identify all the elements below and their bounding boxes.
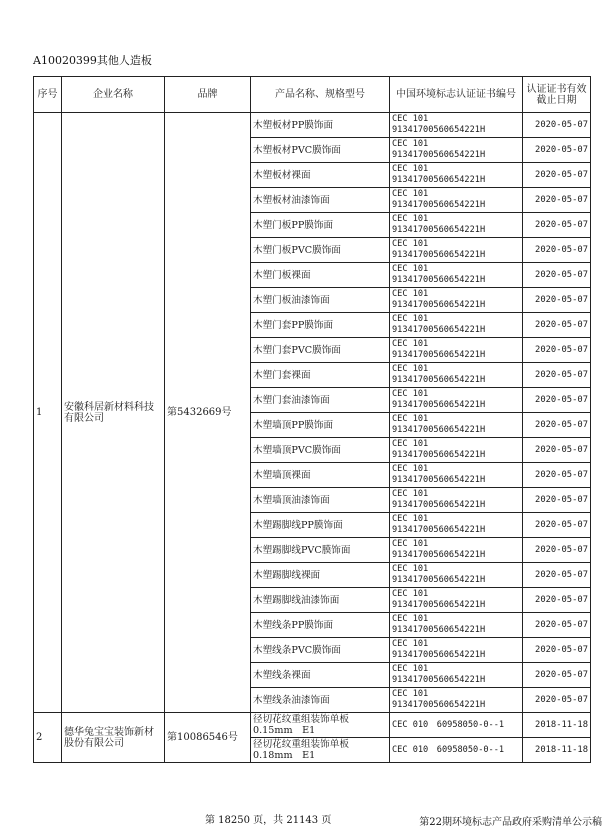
cell-seq: 2	[34, 713, 62, 763]
cell-product-name: 木塑墙顶PVC膜饰面	[251, 438, 390, 463]
cell-cert-no	[390, 138, 523, 163]
cell-cert-no	[390, 263, 523, 288]
cell-cert-no	[390, 713, 523, 738]
cert-line-1: CEC 101	[392, 614, 429, 624]
cell-valid-until: 2020-05-07	[523, 688, 591, 713]
cell-brand: 第10086546号	[165, 713, 251, 763]
cell-valid-until: 2018-11-18	[523, 738, 591, 763]
cert-line-2: 91341700560654221H	[392, 475, 486, 485]
table-body	[34, 113, 591, 763]
cell-cert-no	[390, 388, 523, 413]
cell-cert-no	[390, 188, 523, 213]
cert-line-1: CEC 101	[392, 114, 429, 124]
cell-valid-until: 2020-05-07	[523, 563, 591, 588]
cert-line-1: CEC 101	[392, 664, 429, 674]
cert-line-2: 91341700560654221H	[392, 450, 486, 460]
cell-seq: 1	[34, 113, 62, 713]
cell-brand: 第5432669号	[165, 113, 251, 713]
cell-cert-no	[390, 238, 523, 263]
cell-valid-until: 2020-05-07	[523, 413, 591, 438]
cell-product-name: 径切花纹重组装饰单板 0.15mm E1	[251, 713, 390, 738]
header-brand: 品牌	[165, 77, 251, 113]
cell-valid-until: 2020-05-07	[523, 213, 591, 238]
cell-cert-no	[390, 588, 523, 613]
cell-valid-until: 2020-05-07	[523, 363, 591, 388]
cert-line-1: CEC 101	[392, 339, 429, 349]
cell-cert-no	[390, 438, 523, 463]
cell-valid-until: 2020-05-07	[523, 488, 591, 513]
cell-cert-no	[390, 613, 523, 638]
cell-product-name: 木塑线条PVC膜饰面	[251, 638, 390, 663]
cert-line-2: 91341700560654221H	[392, 625, 486, 635]
footer-page-info: 第 18250 页，共 21143 页	[205, 815, 332, 826]
cell-product-name: 木塑板材PP膜饰面	[251, 113, 390, 138]
header-cert-no: 中国环境标志认证证书编号	[390, 77, 523, 113]
cell-product-name: 木塑板材PVC膜饰面	[251, 138, 390, 163]
cell-product-name: 木塑门套PP膜饰面	[251, 313, 390, 338]
cell-cert-no	[390, 638, 523, 663]
cell-valid-until: 2020-05-07	[523, 388, 591, 413]
cert-line-1: CEC 101	[392, 439, 429, 449]
cell-valid-until: 2020-05-07	[523, 238, 591, 263]
header-valid-until: 认证证书有效截止日期	[523, 77, 591, 113]
cell-product-name: 木塑墙顶油漆饰面	[251, 488, 390, 513]
cell-valid-until: 2020-05-07	[523, 313, 591, 338]
cell-valid-until: 2020-05-07	[523, 338, 591, 363]
cell-product-name: 木塑门套PVC膜饰面	[251, 338, 390, 363]
cert-line-2: 91341700560654221H	[392, 300, 486, 310]
cell-product-name: 木塑墙顶PP膜饰面	[251, 413, 390, 438]
cert-line-2: 91341700560654221H	[392, 500, 486, 510]
cell-product-name: 木塑门板PVC膜饰面	[251, 238, 390, 263]
cert-line-1: CEC 101	[392, 239, 429, 249]
cert-line-2: 91341700560654221H	[392, 150, 486, 160]
cell-valid-until: 2020-05-07	[523, 438, 591, 463]
cell-cert-no	[390, 113, 523, 138]
cell-valid-until: 2020-05-07	[523, 263, 591, 288]
cell-cert-no	[390, 538, 523, 563]
header-product: 产品名称、规格型号	[251, 77, 390, 113]
cert-line-2: 91341700560654221H	[392, 350, 486, 360]
cell-cert-no	[390, 313, 523, 338]
cell-cert-no	[390, 463, 523, 488]
cell-product-name: 木塑板材油漆饰面	[251, 188, 390, 213]
cert-line-1: CEC 101	[392, 689, 429, 699]
cert-line-2: 91341700560654221H	[392, 175, 486, 185]
table-row	[34, 113, 591, 138]
cert-line-1: CEC 101	[392, 139, 429, 149]
cell-valid-until: 2020-05-07	[523, 613, 591, 638]
cert-line-1: CEC 010 60958050-0--1	[392, 744, 505, 755]
cell-product-name: 木塑门套裸面	[251, 363, 390, 388]
cell-cert-no	[390, 738, 523, 763]
cert-line-1: CEC 101	[392, 164, 429, 174]
cell-cert-no	[390, 363, 523, 388]
cell-valid-until: 2018-11-18	[523, 713, 591, 738]
cert-line-1: CEC 101	[392, 414, 429, 424]
cert-line-1: CEC 101	[392, 364, 429, 374]
cert-line-1: CEC 101	[392, 539, 429, 549]
cell-cert-no	[390, 513, 523, 538]
cert-line-2: 91341700560654221H	[392, 700, 486, 710]
cell-cert-no	[390, 488, 523, 513]
table-row	[34, 713, 591, 738]
cell-product-name: 木塑踢脚线油漆饰面	[251, 588, 390, 613]
cert-line-2: 91341700560654221H	[392, 425, 486, 435]
cert-line-1: CEC 101	[392, 514, 429, 524]
cert-line-1: CEC 101	[392, 464, 429, 474]
cert-line-1: CEC 101	[392, 189, 429, 199]
cell-valid-until: 2020-05-07	[523, 638, 591, 663]
cert-line-2: 91341700560654221H	[392, 375, 486, 385]
cell-cert-no	[390, 413, 523, 438]
cert-line-1: CEC 101	[392, 589, 429, 599]
cell-company-name: 德华兔宝宝装饰新材股份有限公司	[62, 713, 165, 763]
cert-line-2: 91341700560654221H	[392, 550, 486, 560]
cell-product-name: 木塑板材裸面	[251, 163, 390, 188]
cert-line-2: 91341700560654221H	[392, 225, 486, 235]
cert-line-2: 91341700560654221H	[392, 525, 486, 535]
cert-line-2: 91341700560654221H	[392, 250, 486, 260]
cell-cert-no	[390, 563, 523, 588]
cell-product-name: 木塑踢脚线裸面	[251, 563, 390, 588]
cell-valid-until: 2020-05-07	[523, 463, 591, 488]
cert-line-2: 91341700560654221H	[392, 575, 486, 585]
cell-cert-no	[390, 338, 523, 363]
cell-product-name: 木塑墙顶裸面	[251, 463, 390, 488]
cert-line-2: 91341700560654221H	[392, 650, 486, 660]
cell-product-name: 木塑门板裸面	[251, 263, 390, 288]
cert-line-1: CEC 101	[392, 489, 429, 499]
cert-line-1: CEC 101	[392, 289, 429, 299]
cert-line-1: CEC 101	[392, 214, 429, 224]
cert-line-2: 91341700560654221H	[392, 400, 486, 410]
cert-line-1: CEC 101	[392, 639, 429, 649]
cell-valid-until: 2020-05-07	[523, 588, 591, 613]
cell-cert-no	[390, 213, 523, 238]
cell-valid-until: 2020-05-07	[523, 188, 591, 213]
cell-cert-no	[390, 688, 523, 713]
cell-valid-until: 2020-05-07	[523, 113, 591, 138]
cell-product-name: 木塑踢脚线PVC膜饰面	[251, 538, 390, 563]
section-title: A10020399其他人造板	[33, 54, 152, 67]
header-company: 企业名称	[62, 77, 165, 113]
cell-valid-until: 2020-05-07	[523, 163, 591, 188]
cert-line-2: 91341700560654221H	[392, 275, 486, 285]
cell-cert-no	[390, 288, 523, 313]
cell-cert-no	[390, 663, 523, 688]
cell-product-name: 木塑线条裸面	[251, 663, 390, 688]
cell-company-name: 安徽科居新材料科技有限公司	[62, 113, 165, 713]
cert-line-1: CEC 101	[392, 264, 429, 274]
header-seq: 序号	[34, 77, 62, 113]
cert-line-2: 91341700560654221H	[392, 125, 486, 135]
cell-product-name: 木塑线条油漆饰面	[251, 688, 390, 713]
cell-product-name: 木塑踢脚线PP膜饰面	[251, 513, 390, 538]
cert-line-1: CEC 101	[392, 564, 429, 574]
cell-product-name: 木塑门套油漆饰面	[251, 388, 390, 413]
cert-line-2: 91341700560654221H	[392, 675, 486, 685]
cert-line-2: 91341700560654221H	[392, 200, 486, 210]
cell-cert-no	[390, 163, 523, 188]
cell-product-name: 径切花纹重组装饰单板 0.18mm E1	[251, 738, 390, 763]
cell-product-name: 木塑线条PP膜饰面	[251, 613, 390, 638]
cell-product-name: 木塑门板PP膜饰面	[251, 213, 390, 238]
cert-line-2: 91341700560654221H	[392, 600, 486, 610]
footer-note: 第22期环境标志产品政府采购清单公示稿	[419, 817, 602, 828]
cert-line-2: 91341700560654221H	[392, 325, 486, 335]
cell-product-name: 木塑门板油漆饰面	[251, 288, 390, 313]
cell-valid-until: 2020-05-07	[523, 513, 591, 538]
product-table	[33, 76, 591, 763]
cert-line-1: CEC 010 60958050-0--1	[392, 719, 505, 730]
cert-line-1: CEC 101	[392, 314, 429, 324]
cert-line-1: CEC 101	[392, 389, 429, 399]
cell-valid-until: 2020-05-07	[523, 288, 591, 313]
table-header-row	[34, 77, 591, 113]
cell-valid-until: 2020-05-07	[523, 538, 591, 563]
cell-valid-until: 2020-05-07	[523, 138, 591, 163]
cell-valid-until: 2020-05-07	[523, 663, 591, 688]
